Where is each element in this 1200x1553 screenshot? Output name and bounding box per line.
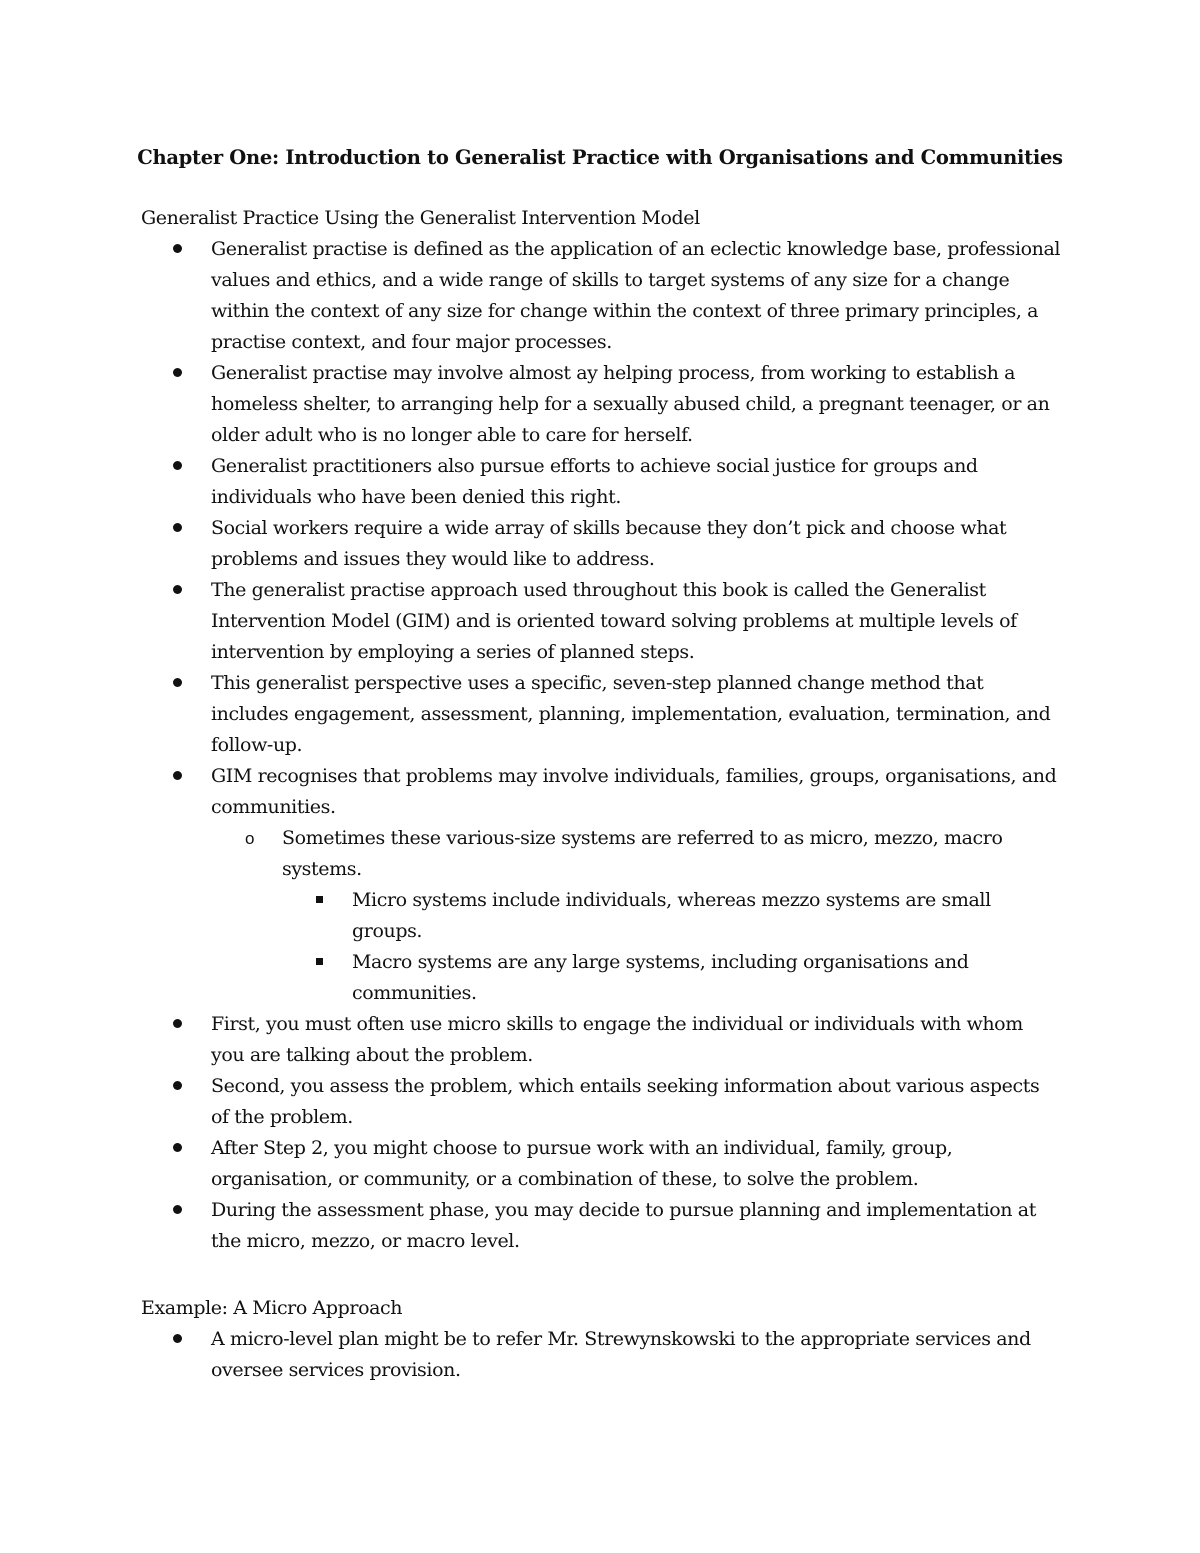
bullet-icon [173, 1133, 182, 1164]
bullet-list [141, 234, 1061, 1257]
list-item [141, 1324, 1061, 1386]
bullet-icon [173, 575, 182, 606]
list-item-text: This generalist perspective uses a specific, seven-step planned change method that includes engagement, assessment, planning, implementation, evaluation, termination, and follow-up. [211, 672, 1051, 756]
list-item-text: Generalist practise may involve almost ay helping process, from working to establish a homeless shelter, to arranging help for a sexually abused child, a pregnant teenager, or an older adult who is no longer able to care for herself. [211, 362, 1050, 446]
list-item-text: Social workers require a wide array of skills because they don’t pick and choose what problems and issues they would like to address. [211, 517, 1007, 570]
list-item-text: A micro-level plan might be to refer Mr. Strewynskowski to the appropriate services and oversee services provision. [211, 1328, 1031, 1381]
square-bullet-icon [316, 947, 323, 978]
list-item [141, 358, 1061, 451]
sub-sub-list-item-text: Macro systems are any large systems, including organisations and communities. [352, 951, 969, 1004]
list-item [141, 1133, 1061, 1195]
bullet-icon [173, 1324, 182, 1355]
list-item [141, 451, 1061, 513]
list-item [141, 1071, 1061, 1133]
section-micro-approach [141, 1293, 1061, 1386]
list-item-text: Generalist practise is defined as the application of an eclectic knowledge base, professional values and ethics, and a wide range of skills to target systems of any size for a change within the context of any size for change within the context of three primary principles, a practise context, and four major processes. [211, 238, 1061, 353]
list-item [141, 1009, 1061, 1071]
page-title: Chapter One: Introduction to Generalist Practice with Organisations and Communities [137, 146, 1063, 169]
list-item-text: The generalist practise approach used throughout this book is called the Generalist Intervention Model (GIM) and is oriented toward solving problems at multiple levels of intervention by employing a series of planned steps. [211, 579, 1017, 663]
bullet-icon [173, 668, 182, 699]
bullet-icon [173, 451, 182, 482]
list-item [141, 234, 1061, 358]
list-item [141, 513, 1061, 575]
sub-sub-list-item [141, 885, 1061, 947]
bullet-icon [173, 358, 182, 389]
bullet-icon [173, 513, 182, 544]
list-item [141, 1195, 1061, 1257]
bullet-icon [173, 1009, 182, 1040]
bullet-list [141, 1324, 1061, 1386]
section-heading: Example: A Micro Approach [141, 1297, 403, 1319]
sub-sub-list-item-text: Micro systems include individuals, whereas mezzo systems are small groups. [352, 889, 991, 942]
list-item-text: During the assessment phase, you may decide to pursue planning and implementation at the micro, mezzo, or macro level. [211, 1199, 1036, 1252]
sub-sub-list-item [141, 947, 1061, 1009]
list-item-text: After Step 2, you might choose to pursue work with an individual, family, group, organisation, or community, or a combination of these, to solve the problem. [211, 1137, 953, 1190]
list-item [141, 761, 1061, 823]
bullet-icon [173, 1195, 182, 1226]
bullet-icon [173, 234, 182, 265]
bullet-icon [173, 761, 182, 792]
list-item-text: First, you must often use micro skills to engage the individual or individuals with whom you are talking about the problem. [211, 1013, 1023, 1066]
bullet-icon [173, 1071, 182, 1102]
list-item-text: Generalist practitioners also pursue efforts to achieve social justice for groups and individuals who have been denied this right. [211, 455, 978, 508]
sub-list-item-text: Sometimes these various-size systems are referred to as micro, mezzo, macro systems. [282, 827, 1003, 880]
hollow-bullet-icon: o [245, 829, 255, 848]
square-bullet-icon [316, 885, 323, 916]
list-item [141, 668, 1061, 761]
list-item-text: GIM recognises that problems may involve individuals, families, groups, organisations, and communities. [211, 765, 1057, 818]
list-item [141, 575, 1061, 668]
section-heading: Generalist Practice Using the Generalist Intervention Model [141, 207, 700, 229]
section-generalist-practice [141, 203, 1061, 1257]
list-item-text: Second, you assess the problem, which entails seeking information about various aspects of the problem. [211, 1075, 1040, 1128]
sub-list-item [141, 823, 1061, 885]
